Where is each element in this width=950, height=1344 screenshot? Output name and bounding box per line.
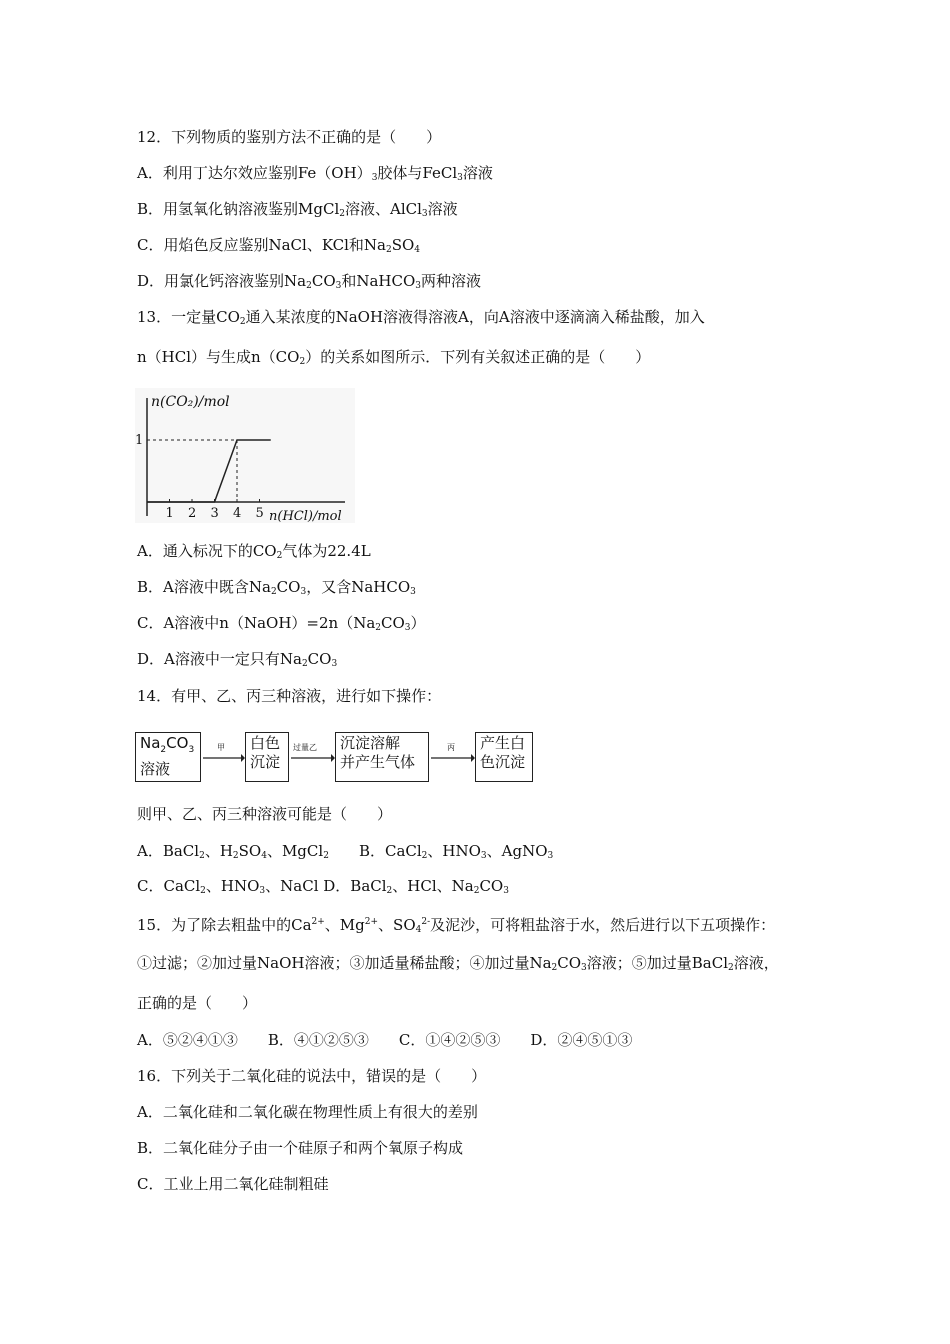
q13-stem-line1: 13．一定量$CO_2$通入某浓度的NaOH溶液得溶液A，向A溶液中逐滴滴入稀盐酸，加入 (137, 308, 705, 327)
q12-option-c: C．用焰色反应鉴别NaCl、KCl和$Na_2SO_4$ (137, 236, 421, 255)
flow-arrow-3 (429, 730, 475, 786)
x-tick-label: 1 (165, 506, 174, 521)
y-tick-label: 1 (135, 433, 144, 448)
flow-arrow-3-label: 丙 (447, 743, 455, 752)
x-tick-label: 3 (210, 506, 219, 521)
x-tick-label: 5 (255, 506, 264, 521)
flow-box-dissolve-gas: 沉淀溶解 并产生气体 (335, 732, 429, 782)
flow-arrow-2 (289, 730, 335, 786)
q16-option-a: A．二氧化硅和二氧化碳在物理性质上有很大的差别 (137, 1103, 478, 1121)
q14-flow-diagram (135, 730, 535, 786)
q15-options: A．⑤②④①③ B．④①②⑤③ C．①④②⑤③ D．②④⑤①③ (137, 1031, 633, 1049)
q14-stem: 14．有甲、乙、丙三种溶液，进行如下操作： (137, 687, 442, 705)
q16-option-c: C．工业上用二氧化硅制粗硅 (137, 1175, 329, 1193)
flow-box-na2co3: $Na_2CO_3$ 溶液 (135, 732, 201, 782)
flow-box-white-precipitate: 白色 沉淀 (245, 732, 289, 782)
q15-stem-line3: 正确的是（ ） (137, 994, 258, 1012)
q13-option-a: A．通入标况下的$CO_2$气体为22.4L (137, 542, 371, 561)
q12-option-b: B．用氢氧化钠溶液鉴别MgCl$_2$溶液、AlCl$_3$溶液 (137, 200, 458, 219)
q12-stem: 12．下列物质的鉴别方法不正确的是（ ） (137, 128, 442, 146)
q13-stem-line2: n（HCl）与生成$n(CO_2)$的关系如图所示．下列有关叙述正确的是（ ） (137, 348, 651, 367)
flow-arrow-2-label: 过量乙 (293, 743, 317, 752)
q14-options-ab: A．BaCl$_2$、$H_2SO_4$、MgCl$_2$ B．CaCl$_2$、$HNO_3$、AgNO$_3$ (137, 842, 554, 861)
q13-option-c: C．A溶液中$n(NaOH)=2n(Na_2CO_3)$ (137, 614, 426, 633)
q16-option-b: B．二氧化硅分子由一个硅原子和两个氧原子构成 (137, 1139, 464, 1157)
x-tick-label: 2 (188, 506, 197, 521)
flow-arrow-1 (201, 730, 245, 786)
y-axis-label: n(CO₂)/mol (151, 394, 230, 410)
q16-stem: 16．下列关于二氧化硅的说法中，错误的是（ ） (137, 1067, 487, 1085)
q15-stem-line1: 15．为了除去粗盐中的$Ca^{2+}$、$Mg^{2+}$、$SO_4^{2-}$及泥沙，可将粗盐溶于水，然后进行以下五项操作： (137, 916, 776, 935)
x-axis-label: n(HCl)/mol (269, 509, 342, 523)
co2-hcl-chart (135, 388, 355, 523)
flow-box-white-precipitate-2: 产生白 色沉淀 (475, 732, 533, 782)
q14-options-cd: C．CaCl$_2$、$HNO_3$、NaCl D．BaCl$_2$、HCl、$Na_2CO_3$ (137, 877, 509, 896)
q12-option-d: D．用氯化钙溶液鉴别$Na_2CO_3$和NaHCO$_3$两种溶液 (137, 272, 482, 291)
q15-stem-line2: ①过滤；②加过量NaOH溶液；③加适量稀盐酸；④加过量$Na_2CO_3$溶液；⑤加过量BaCl$_2$溶液， (137, 954, 779, 973)
x-tick-label: 4 (233, 506, 242, 521)
flow-arrow-1-label: 甲 (217, 743, 225, 752)
q13-option-b: B．A溶液中既含$Na_2CO_3$，又含NaHCO$_3$ (137, 578, 416, 597)
q12-option-a: A．利用丁达尔效应鉴别$Fe(OH)_3$胶体与FeCl$_3$溶液 (137, 164, 493, 183)
q13-option-d: D．A溶液中一定只有$Na_2CO_3$ (137, 650, 338, 669)
q14-question: 则甲、乙、丙三种溶液可能是（ ） (137, 805, 393, 823)
